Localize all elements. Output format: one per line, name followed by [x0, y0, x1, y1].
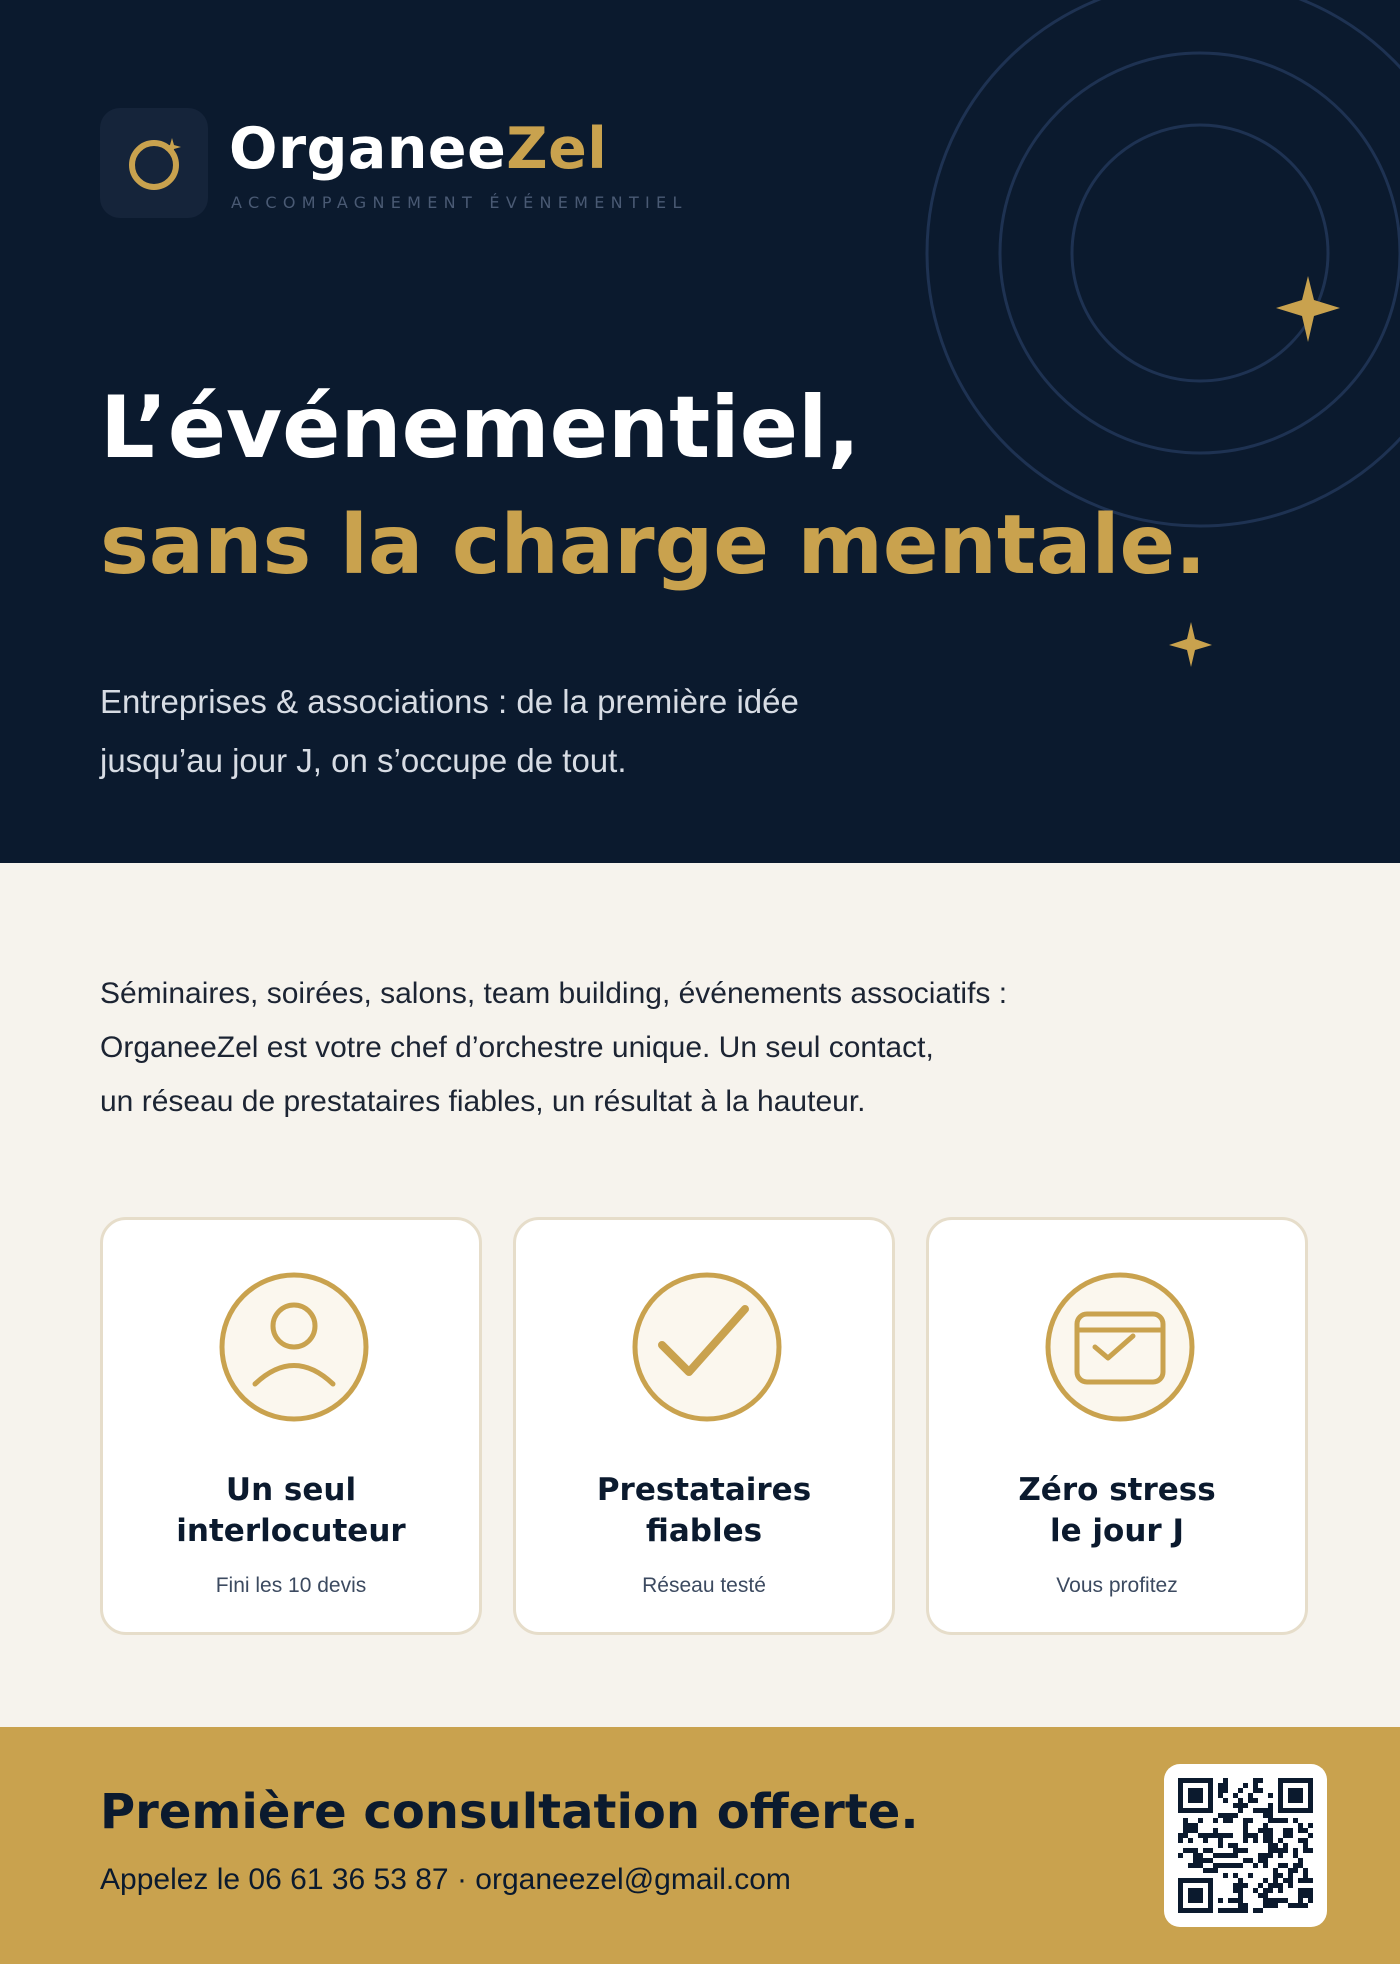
calendar-check-icon — [1045, 1272, 1195, 1422]
person-icon — [219, 1272, 369, 1422]
feature-subtitle: Réseau testé — [642, 1574, 766, 1597]
logo — [100, 108, 208, 218]
feature-card-prestataires — [513, 1217, 895, 1635]
checkmark-icon — [632, 1272, 782, 1422]
brand-name — [229, 116, 607, 182]
contact-line[interactable]: Appelez le 06 61 36 53 87 · organeezel@gmail.com — [100, 1863, 791, 1896]
feature-subtitle: Vous profitez — [1056, 1574, 1178, 1597]
hero-subtitle-line2: jusqu’au jour J, on s’occupe de tout. — [100, 742, 627, 779]
brand-name-main: Organee — [229, 116, 507, 182]
ring-sparkle-icon — [100, 108, 208, 218]
feature-title-line2: le jour J — [1049, 1513, 1185, 1549]
feature-card-zero-stress — [926, 1217, 1308, 1635]
feature-title-line2: interlocuteur — [176, 1513, 406, 1549]
feature-title — [929, 1470, 1305, 1552]
feature-card-interlocuteur — [100, 1217, 482, 1635]
feature-title — [516, 1470, 892, 1552]
intro-line1: Séminaires, soirées, salons, team building, événements associatifs : — [100, 977, 1008, 1010]
footer-cta-band — [0, 1727, 1400, 1964]
brand-name-accent: Zel — [506, 116, 608, 182]
feature-title-line1: Zéro stress — [1018, 1472, 1216, 1508]
headline-line2: sans la charge mentale. — [100, 498, 1207, 593]
qr-code[interactable] — [1164, 1764, 1327, 1927]
feature-title-line2: fiables — [645, 1513, 763, 1549]
feature-subtitle: Fini les 10 devis — [215, 1574, 367, 1597]
cta-heading: Première consultation offerte. — [100, 1784, 919, 1840]
feature-title-line1: Prestataires — [596, 1472, 812, 1508]
qr-code-icon — [1178, 1778, 1313, 1913]
feature-title-line1: Un seul — [225, 1472, 357, 1508]
hero-subtitle-line1: Entreprises & associations : de la première idée — [100, 683, 799, 720]
intro-paragraph — [100, 967, 1250, 1129]
hero-subtitle — [100, 672, 920, 790]
intro-line3: un réseau de prestataires fiables, un résultat à la hauteur. — [100, 1085, 866, 1118]
hero-section — [0, 0, 1400, 863]
intro-line2: OrganeeZel est votre chef d’orchestre unique. Un seul contact, — [100, 1031, 934, 1064]
headline-line1: L’événementiel, — [100, 378, 861, 478]
feature-title — [103, 1470, 479, 1552]
brand-tagline: ACCOMPAGNEMENT ÉVÉNEMENTIEL — [231, 193, 688, 212]
